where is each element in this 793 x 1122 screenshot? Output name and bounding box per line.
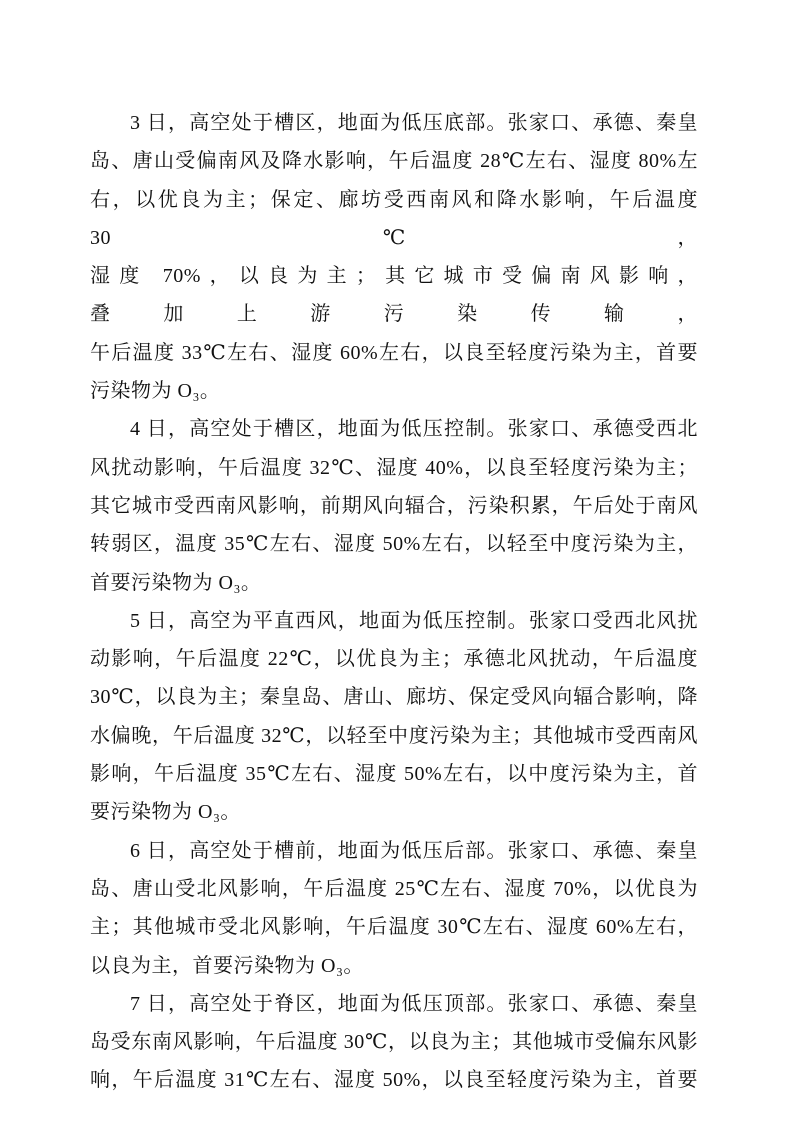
text-line: 岛、唐山受偏南风及降水影响，午后温度 28℃左右、湿度 80%左: [90, 150, 698, 173]
text-line: 要污染物为 O₃。: [90, 801, 241, 824]
text-line: 3 日，高空处于槽区，地面为低压底部。张家口、承德、秦皇: [130, 112, 698, 134]
text-line: 午后温度 33℃左右、湿度 60%左右，以良至轻度污染为主，首要: [90, 341, 698, 364]
text-line: 以良为主，首要污染物为 O₃。: [90, 954, 364, 977]
text-line: 动影响，午后温度 22℃，以优良为主；承德北风扰动，午后温度: [90, 648, 698, 671]
text-line: 响，午后温度 31℃左右、湿度 50%，以良至轻度污染为主，首要: [90, 1069, 698, 1092]
text-line: 影响，午后温度 35℃左右、湿度 50%左右，以中度污染为主，首: [90, 763, 698, 786]
text-line: 水偏晚，午后温度 32℃，以轻至中度污染为主；其他城市受西南风: [90, 724, 698, 747]
text-line: 湿度 70%，以良为主；其它城市受偏南风影响，叠加上游污染传输，: [90, 265, 698, 326]
text-line: 6 日，高空处于槽前，地面为低压后部。张家口、承德、秦皇: [130, 839, 698, 862]
paragraph-day-4: [90, 410, 698, 601]
text-line: 主；其他城市受北风影响，午后温度 30℃左右、湿度 60%左右，: [90, 916, 698, 939]
text-line: 7 日，高空处于脊区，地面为低压顶部。张家口、承德、秦皇: [130, 992, 698, 1015]
text-line: 污染物为 O₃。: [90, 380, 221, 403]
text-line: 右，以优良为主；保定、廊坊受西南风和降水影响，午后温度 30℃，: [90, 188, 698, 249]
paragraph-day-3: [90, 104, 698, 410]
text-line: 5 日，高空为平直西风，地面为低压控制。张家口受西北风扰: [130, 609, 698, 632]
paragraph-day-6: [90, 832, 698, 985]
text-line: 30℃，以良为主；秦皇岛、唐山、廊坊、保定受风向辐合影响，降: [90, 686, 698, 709]
paragraph-day-5: [90, 602, 698, 832]
text-line: 岛受东南风影响，午后温度 30℃，以良为主；其他城市受偏东风影: [90, 1031, 698, 1054]
paragraph-day-7: [90, 985, 698, 1100]
text-line: 岛、唐山受北风影响，午后温度 25℃左右、湿度 70%，以优良为: [90, 877, 698, 900]
text-line: 风扰动影响，午后温度 32℃、湿度 40%，以良至轻度污染为主；: [90, 456, 698, 479]
text-line: 其它城市受西南风影响，前期风向辐合，污染积累，午后处于南风: [90, 494, 698, 517]
text-line: 首要污染物为 O₃。: [90, 571, 262, 594]
text-line: 转弱区，温度 35℃左右、湿度 50%左右，以轻至中度污染为主，: [90, 533, 698, 556]
text-block: [90, 104, 698, 1100]
text-line: 4 日，高空处于槽区，地面为低压控制。张家口、承德受西北: [130, 418, 698, 441]
